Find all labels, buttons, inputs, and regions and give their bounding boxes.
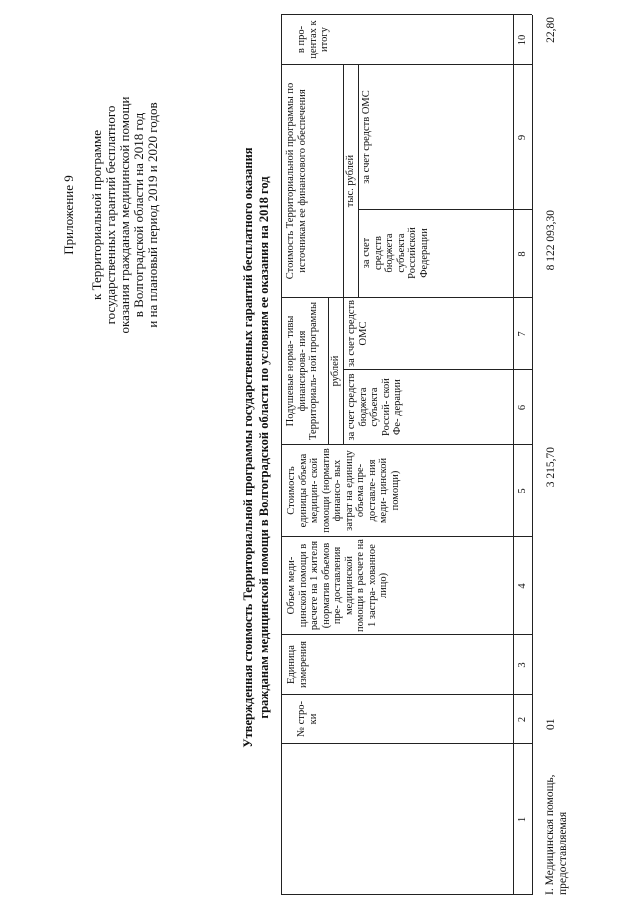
column-number: 1 — [517, 816, 528, 823]
header-unit: Единица измерения — [286, 641, 309, 688]
column-number: 10 — [517, 34, 528, 46]
header-cost: Стоимость единицы объема медицин- ской помощи (норматив финансо- вых затрат на единицу объема пре- доставле- ния меди- цинской помощи) — [286, 448, 401, 533]
column-number: 2 — [517, 716, 528, 723]
row-percent: 22,80 — [545, 17, 557, 43]
header-volume: Объем меди- цинской помощи в расчете на 1 жителя (норматив объемов пре- доставления медицинской помощи в расчете на 1 застра- хованное лицо) — [286, 539, 389, 632]
appendix-block — [62, 5, 160, 425]
appendix-line: и на плановый период 2019 и 2020 годов — [145, 102, 160, 328]
title-line-1: Утвержденная стоимость Территориальной программы государственных гарантий бесплатного оказания — [241, 147, 255, 748]
header-pc-oms: за счет средств ОМС — [346, 299, 369, 368]
appendix-line: оказания гражданам медицинской помощи — [117, 96, 132, 334]
column-number: 6 — [517, 404, 528, 411]
column-number: 8 — [517, 251, 528, 257]
main-title — [240, 10, 272, 885]
header-percent: в про- центах к итогу — [296, 20, 330, 59]
appendix-line: государственных гарантий бесплатного — [103, 105, 118, 325]
header-program-cost-unit: тыс. рублей — [345, 154, 356, 208]
title-line-2: гражданам медицинской помощи в Волгоградской области по условиям ее оказания на 2018 год — [257, 176, 271, 719]
header-per-capita-unit: рублей — [330, 355, 341, 387]
column-number: 9 — [517, 134, 528, 141]
column-number: 4 — [517, 583, 528, 589]
column-number: 5 — [517, 488, 528, 494]
appendix-number: Приложение 9 — [61, 175, 76, 255]
header-program-cost: Стоимость Территориальной программы по источникам ее финансового обеспечения — [285, 82, 308, 280]
header-prc-oms: за счет средств ОМС — [361, 90, 372, 184]
header-pc-budget: за счет средств бюджета субъекта Россий- ской Фе- дерации — [346, 373, 403, 441]
row-name: I. Медицинская помощь, предоставляемая — [544, 774, 569, 895]
appendix-line: к Территориальной программе — [89, 130, 104, 300]
appendix-line: в Волгоградской области на 2018 год — [131, 112, 146, 318]
header-row-number: № стро- ки — [296, 700, 319, 738]
row-number: 01 — [545, 718, 557, 730]
column-number: 7 — [517, 331, 528, 337]
column-number: 3 — [517, 662, 528, 668]
header-prc-budget: за счет средств бюджета субъекта Российской Федерации — [361, 227, 430, 279]
row-cost: 3 215,70 — [545, 447, 557, 488]
row-program-budget: 8 122 093,30 — [545, 210, 557, 271]
header-per-capita: Подушевые норма- тивы финансирова- ния Территориаль- ной программы — [285, 301, 319, 441]
